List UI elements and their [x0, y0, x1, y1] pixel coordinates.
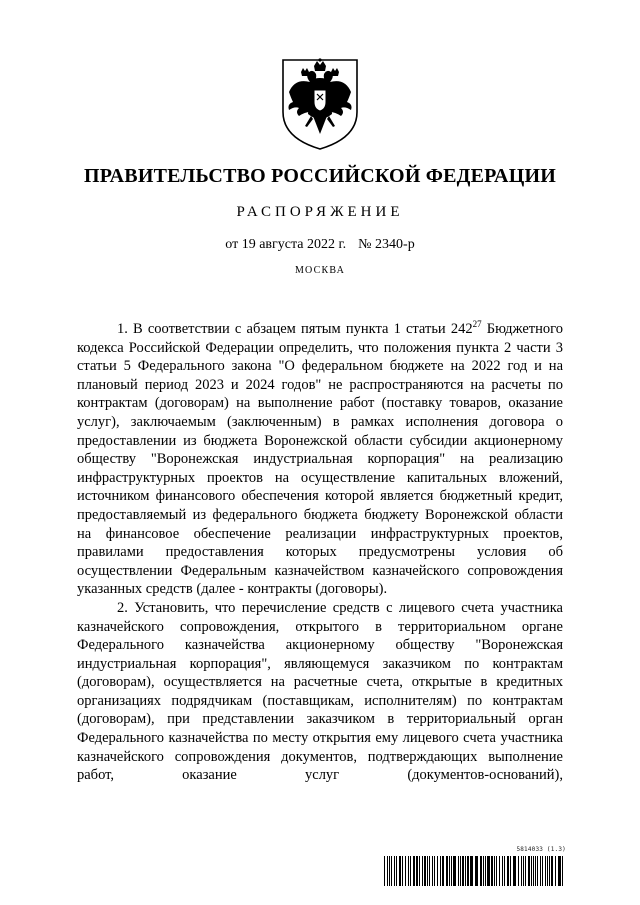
paragraph-2: 2. Установить, что перечисление средств с лицевого счета участника казначейского сопровождения, открытого в территориальном органе Федерального казначейства акционерному обществу "Воронежская индустриальная корпорация", являющемуся заказчиком по контрактам (договорам), осуществляется на расчетные счета, открытые в кредитных организациях подрядчикам (поставщикам, исполнителям) по контрактам (договорам), при представлении заказчиком в территориальный орган Федерального казначейства по месту открытия ему лицевого счета участника казначейского сопровождения документов, подтверждающих выполнение работ, оказание услуг (документов-оснований),: [77, 599, 563, 784]
paragraph-1: 1. В соответствии с абзацем пятым пункта 1 статьи $242^{27}$ Бюджетного кодекса Российской Федерации определить, что положения пункта 2 части 3 статьи 5 Федерального закона "О федеральном бюджете на 2022 год и на плановый период 2023 и 2024 годов" не распространяются на расчеты по контрактам (договорам) на выполнение работ (поставку товаров, оказание услуг), заключаемым (заключенным) в рамках исполнения договора о предоставлении из бюджета Воронежской области субсидии акционерному обществу "Воронежская индустриальная корпорация" на реализацию инфраструктурных проектов на осуществление капитальных вложений, источником финансового обеспечения которой является бюджетный кредит, предоставляемый из федерального бюджета бюджету Воронежской области на финансовое обеспечение реализации инфраструктурных проектов, правилами предоставления которых предусмотрены условия об осуществлении Федеральным казначейством казначейского сопровождения указанных средств (далее - контракты (договоры).: [77, 319, 563, 598]
document-number: № 2340-р: [358, 237, 415, 252]
barcode: [384, 846, 566, 890]
document-city: МОСКВА: [294, 265, 346, 276]
coat-of-arms-icon: [277, 52, 363, 152]
document-body: [77, 320, 563, 785]
government-title: ПРАВИТЕЛЬСТВО РОССИЙСКОЙ ФЕДЕРАЦИИ: [84, 165, 556, 187]
document-date: от 19 августа 2022 г.: [225, 237, 347, 252]
barcode-icon: [384, 856, 566, 886]
barcode-number: 5814033 (1.3): [516, 846, 566, 853]
document-type: РАСПОРЯЖЕНИЕ: [236, 204, 404, 220]
date-line: [0, 237, 640, 253]
article-superscript: 27: [472, 319, 482, 329]
